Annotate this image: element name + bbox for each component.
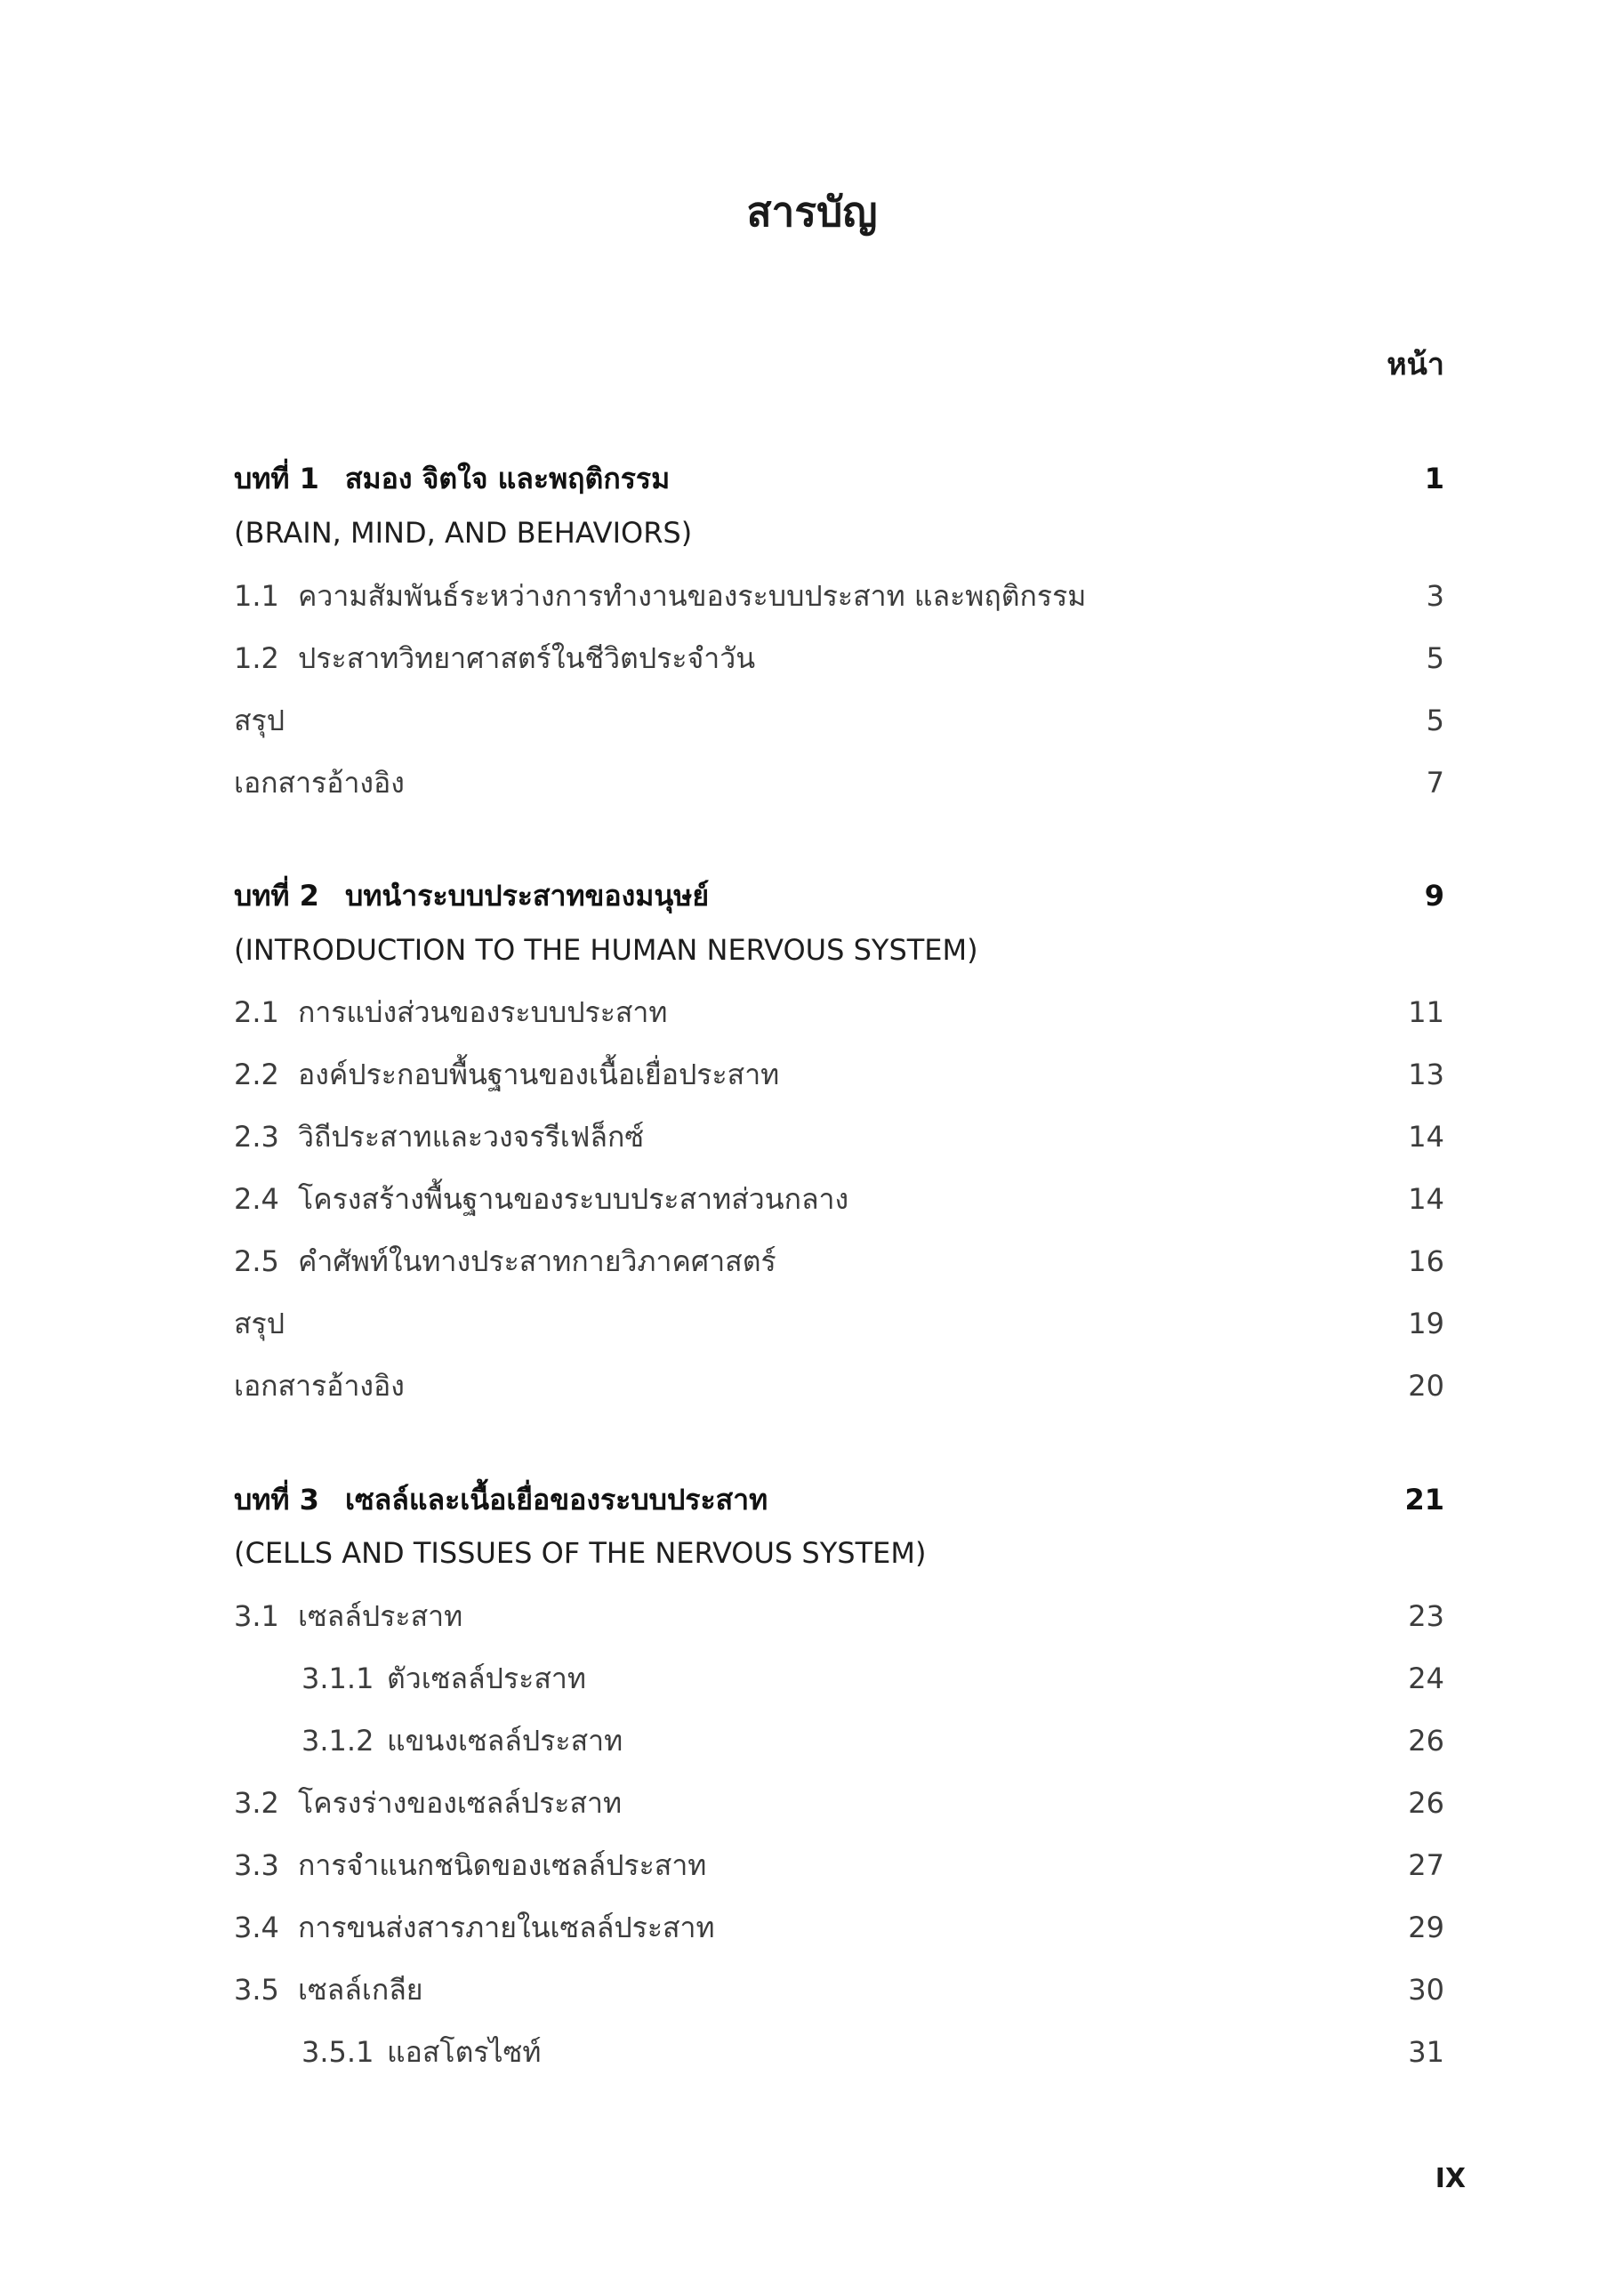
toc-page-number: 20 <box>1408 1369 1444 1403</box>
toc-subsection-title: ตัวเซลล์ประสาท <box>387 1661 586 1695</box>
page-folio-number: IX <box>1435 2163 1466 2194</box>
toc-section-number: 3.5 <box>234 1973 279 2007</box>
toc-section-title: วิถีประสาทและวงจรรีเฟล็กซ์ <box>298 1120 645 1154</box>
toc-section-title: การแบ่งส่วนของระบบประสาท <box>298 995 668 1029</box>
toc-subsection-3-1-1[interactable] <box>234 1657 1444 1700</box>
toc-subsection-number: 3.1.1 <box>301 1661 374 1695</box>
toc-section-3-2[interactable] <box>234 1782 1444 1824</box>
toc-page-number: 31 <box>1408 2035 1444 2069</box>
toc-section-title: เซลล์เกลีย <box>298 1973 423 2007</box>
toc-section-title: โครงสร้างพื้นฐานของระบบประสาทส่วนกลาง <box>298 1182 849 1216</box>
toc-section-number: 3.4 <box>234 1911 279 1944</box>
toc-section-number: 2.1 <box>234 995 279 1029</box>
toc-page-number: 14 <box>1408 1182 1444 1216</box>
toc-section-number: 1.2 <box>234 641 279 675</box>
toc-chapter-2-english-title: (INTRODUCTION TO THE HUMAN NERVOUS SYSTEM) <box>234 933 978 967</box>
toc-page-number: 7 <box>1426 766 1444 800</box>
toc-page-number: 23 <box>1408 1599 1444 1633</box>
toc-section-number: 2.3 <box>234 1120 279 1154</box>
toc-chapter-2[interactable] <box>234 874 1444 917</box>
toc-subsection-3-1-2[interactable] <box>234 1719 1444 1762</box>
toc-section-2-1[interactable] <box>234 991 1444 1034</box>
toc-section-title: การจำแนกชนิดของเซลล์ประสาท <box>298 1848 707 1882</box>
page-column-label: หน้า <box>1387 347 1444 382</box>
toc-section-2-2[interactable] <box>234 1053 1444 1096</box>
toc-section-1-1[interactable] <box>234 575 1444 617</box>
toc-chapter-1[interactable] <box>234 457 1444 500</box>
toc-section-title: เซลล์ประสาท <box>298 1599 463 1633</box>
toc-chapter-1-english-title: (BRAIN, MIND, AND BEHAVIORS) <box>234 516 693 550</box>
toc-page-number: 29 <box>1408 1911 1444 1944</box>
toc-summary-1[interactable] <box>234 699 1444 742</box>
toc-chapter-title: บทนำระบบประสาทของมนุษย์ <box>345 879 710 913</box>
toc-subsection-title: แอสโตรไซท์ <box>387 2035 542 2069</box>
toc-section-title: การขนส่งสารภายในเซลล์ประสาท <box>298 1911 715 1944</box>
page-title: สารบัญ <box>746 188 878 236</box>
toc-chapter-number: บทที่ 3 <box>234 1483 319 1517</box>
toc-subsection-number: 3.5.1 <box>301 2035 374 2069</box>
toc-chapter-3-english-title: (CELLS AND TISSUES OF THE NERVOUS SYSTEM) <box>234 1536 927 1570</box>
toc-section-title: สรุป <box>234 1307 285 1340</box>
toc-section-number: 1.1 <box>234 579 279 613</box>
toc-subsection-number: 3.1.2 <box>301 1724 374 1758</box>
toc-chapter-number: บทที่ 2 <box>234 879 319 913</box>
toc-page-number: 26 <box>1408 1724 1444 1758</box>
toc-section-number: 2.5 <box>234 1244 279 1278</box>
toc-section-3-3[interactable] <box>234 1844 1444 1887</box>
toc-page-number: 14 <box>1408 1120 1444 1154</box>
toc-section-3-1[interactable] <box>234 1595 1444 1637</box>
toc-section-title: โครงร่างของเซลล์ประสาท <box>298 1786 623 1820</box>
toc-subsection-title: แขนงเซลล์ประสาท <box>387 1724 623 1758</box>
toc-page-number: 16 <box>1408 1244 1444 1278</box>
toc-section-title: เอกสารอ้างอิง <box>234 1369 405 1403</box>
toc-chapter-title: สมอง จิตใจ และพฤติกรรม <box>345 462 671 495</box>
toc-section-3-4[interactable] <box>234 1906 1444 1949</box>
toc-section-title: สรุป <box>234 704 285 737</box>
toc-section-number: 3.1 <box>234 1599 279 1633</box>
toc-page-number: 21 <box>1404 1483 1444 1517</box>
toc-section-2-4[interactable] <box>234 1178 1444 1220</box>
toc-page-number: 11 <box>1408 995 1444 1029</box>
toc-page-number: 13 <box>1408 1058 1444 1091</box>
toc-summary-2[interactable] <box>234 1302 1444 1345</box>
toc-section-title: ประสาทวิทยาศาสตร์ในชีวิตประจำวัน <box>298 641 756 675</box>
toc-chapter-number: บทที่ 1 <box>234 462 319 495</box>
toc-section-1-2[interactable] <box>234 637 1444 680</box>
toc-subsection-3-5-1[interactable] <box>234 2031 1444 2073</box>
toc-section-title: องค์ประกอบพื้นฐานของเนื้อเยื่อประสาท <box>298 1058 780 1091</box>
toc-page-number: 5 <box>1426 641 1444 675</box>
toc-section-title: คำศัพท์ในทางประสาทกายวิภาคศาสตร์ <box>298 1244 776 1278</box>
toc-page-number: 9 <box>1424 879 1444 913</box>
toc-page-number: 19 <box>1408 1307 1444 1340</box>
toc-page-number: 30 <box>1408 1973 1444 2007</box>
toc-page-number: 27 <box>1408 1848 1444 1882</box>
toc-chapter-3[interactable] <box>234 1478 1444 1521</box>
toc-section-title: ความสัมพันธ์ระหว่างการทำงานของระบบประสาท และพฤติกรรม <box>298 579 1087 613</box>
toc-section-2-5[interactable] <box>234 1240 1444 1283</box>
toc-references-2[interactable] <box>234 1364 1444 1407</box>
toc-references-1[interactable] <box>234 761 1444 804</box>
toc-page-number: 1 <box>1424 462 1444 495</box>
toc-section-title: เอกสารอ้างอิง <box>234 766 405 800</box>
toc-section-number: 2.2 <box>234 1058 279 1091</box>
toc-section-2-3[interactable] <box>234 1115 1444 1158</box>
toc-page-number: 26 <box>1408 1786 1444 1820</box>
toc-section-3-5[interactable] <box>234 1968 1444 2011</box>
toc-chapter-title: เซลล์และเนื้อเยื่อของระบบประสาท <box>345 1483 768 1517</box>
toc-page-number: 3 <box>1426 579 1444 613</box>
toc-section-number: 3.3 <box>234 1848 279 1882</box>
toc-section-number: 3.2 <box>234 1786 279 1820</box>
toc-section-number: 2.4 <box>234 1182 279 1216</box>
toc-page-number: 24 <box>1408 1661 1444 1695</box>
toc-page-number: 5 <box>1426 704 1444 737</box>
